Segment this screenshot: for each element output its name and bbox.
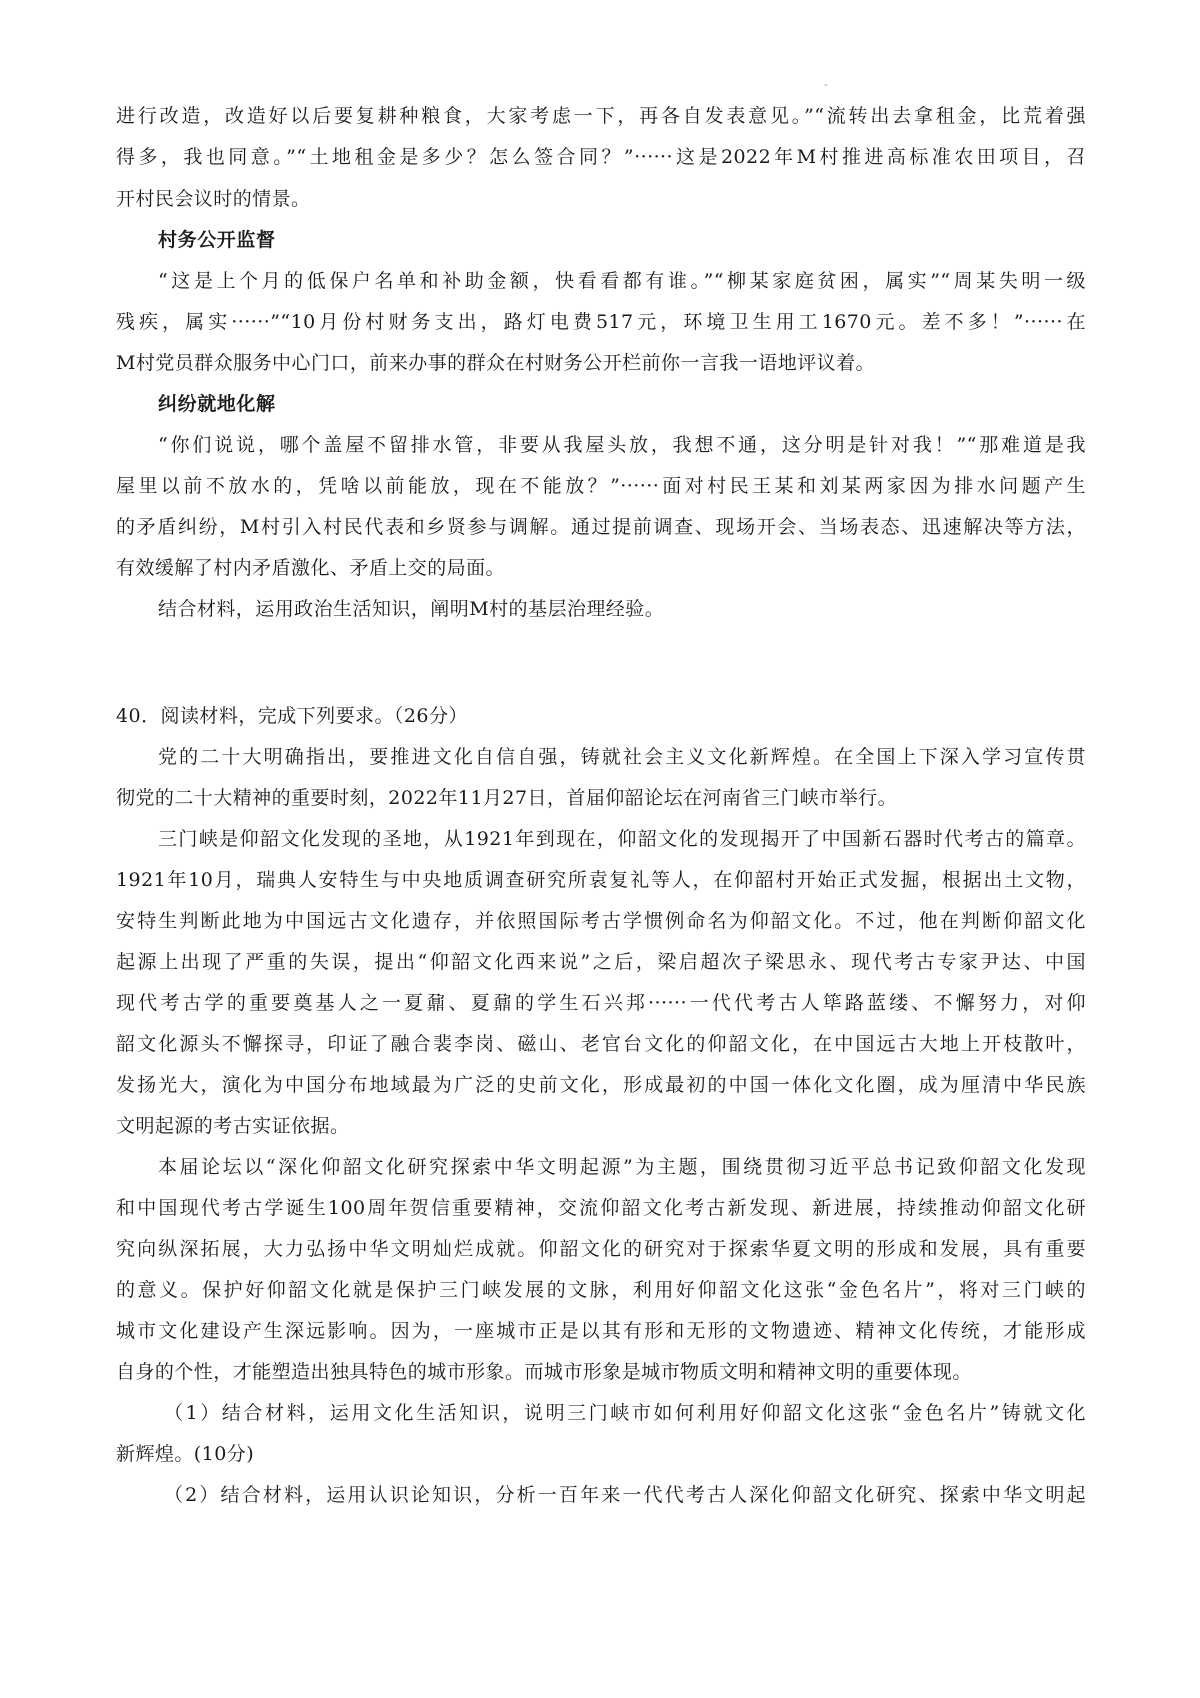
section-heading: 村务公开监督 — [158, 229, 276, 251]
sub-question-1: （1）结合材料，运用文化生活知识，说明三门峡市如何利用好仰韶文化这张“金色名片”铸就文化 — [164, 1402, 1086, 1424]
text-line: 开村民会议时的情景。 — [116, 188, 311, 210]
text-line: 三门峡是仰韶文化发现的圣地，从1921年到现在，仰韶文化的发现揭开了中国新石器时代考古的篇章。 — [158, 828, 1086, 850]
question-title: 40．阅读材料，完成下列要求。（26分） — [116, 705, 468, 727]
text-line: “你们说说，哪个盖屋不留排水管，非要从我屋头放，我想不通，这分明是针对我！”“那难道是我 — [158, 434, 1086, 456]
text-line: 的意义。保护好仰韶文化就是保护三门峡发展的文脉，利用好仰韶文化这张“金色名片”，将对三门峡的 — [116, 1279, 1086, 1301]
text-line: 党的二十大明确指出，要推进文化自信自强，铸就社会主义文化新辉煌。在全国上下深入学习宣传贯 — [158, 746, 1086, 768]
sub-question-1-cont: 新辉煌。(10分) — [116, 1443, 255, 1465]
text-line: 和中国现代考古学诞生100周年贺信重要精神，交流仰韶文化考古新发现、新进展，持续推动仰韶文化研 — [116, 1197, 1086, 1219]
text-line: 现代考古学的重要奠基人之一夏鼐、夏鼐的学生石兴邦······一代代考古人筚路蓝缕、不懈努力，对仰 — [116, 992, 1086, 1014]
text-line: 本届论坛以“深化仰韶文化研究探索中华文明起源”为主题，围绕贯彻习近平总书记致仰韶文化发现 — [158, 1156, 1086, 1178]
text-line: 的矛盾纠纷，M村引入村民代表和乡贤参与调解。通过提前调查、现场开会、当场表态、迅速解决等方法， — [116, 516, 1086, 538]
text-line: 究向纵深拓展，大力弘扬中华文明灿烂成就。仰韶文化的研究对于探索华夏文明的形成和发展，具有重要 — [116, 1238, 1086, 1260]
text-line: “这是上个月的低保户名单和补助金额，快看看都有谁。”“柳某家庭贫困，属实”“周某失明一级 — [158, 270, 1086, 292]
top-mark: - — [824, 80, 828, 91]
text-line: 起源上出现了严重的失误，提出“仰韶文化西来说”之后，梁启超次子梁思永、现代考古专家尹达、中国 — [116, 951, 1086, 973]
text-line: 韶文化源头不懈探寻，印证了融合裴李岗、磁山、老官台文化的仰韶文化，在中国远古大地上开枝散叶， — [116, 1033, 1086, 1055]
text-line: 自身的个性，才能塑造出独具特色的城市形象。而城市形象是城市物质文明和精神文明的重要体现。 — [116, 1361, 972, 1383]
text-line: 残疾，属实······”“10月份村财务支出，路灯电费517元，环境卫生用工1670元。差不多！”······在 — [116, 311, 1086, 333]
question-prompt: 结合材料，运用政治生活知识，阐明M村的基层治理经验。 — [158, 598, 665, 620]
text-line: 1921年10月，瑞典人安特生与中央地质调查研究所袁复礼等人，在仰韶村开始正式发掘，根据出土文物， — [116, 869, 1086, 891]
text-line: 文明起源的考古实证依据。 — [116, 1115, 350, 1137]
text-line: 屋里以前不放水的，凭啥以前能放，现在不能放？”······面对村民王某和刘某两家因为排水问题产生 — [116, 475, 1086, 497]
text-line: 进行改造，改造好以后要复耕种粮食，大家考虑一下，再各自发表意见。”“流转出去拿租金，比荒着强 — [116, 105, 1086, 127]
text-line: 有效缓解了村内矛盾激化、矛盾上交的局面。 — [116, 557, 506, 579]
text-line: 得多，我也同意。”“土地租金是多少？怎么签合同？”······这是2022年M村推进高标准农田项目，召 — [116, 146, 1086, 168]
text-line: 城市文化建设产生深远影响。因为，一座城市正是以其有形和无形的文物遗迹、精神文化传统，才能形成 — [116, 1320, 1086, 1342]
sub-question-2: （2）结合材料，运用认识论知识，分析一百年来一代代考古人深化仰韶文化研究、探索中华文明起 — [164, 1484, 1086, 1506]
text-line: 安特生判断此地为中国远古文化遗存，并依照国际考古学惯例命名为仰韶文化。不过，他在判断仰韶文化 — [116, 910, 1086, 932]
text-line: M村党员群众服务中心门口，前来办事的群众在村财务公开栏前你一言我一语地评议着。 — [116, 352, 876, 374]
text-line: 发扬光大，演化为中国分布地域最为广泛的史前文化，形成最初的中国一体化文化圈，成为厘清中华民族 — [116, 1074, 1086, 1096]
section-heading: 纠纷就地化解 — [158, 393, 276, 415]
text-line: 彻党的二十大精神的重要时刻，2022年11月27日，首届仰韶论坛在河南省三门峡市举行。 — [116, 787, 898, 809]
